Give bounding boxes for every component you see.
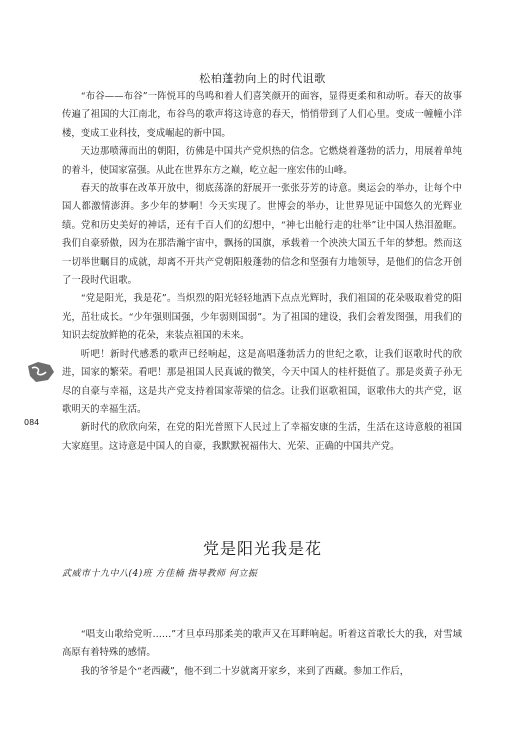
paragraph: 新时代的欣欣向荣，在党的阳光普照下人民过上了幸福安康的生活，生活在这诗意般的祖国大家庭里。这诗意是中国人的自豪，我默默祝福伟大、光荣、正确的中国共产党。	[62, 422, 462, 452]
page-number: 084	[24, 418, 40, 427]
decorative-mark-icon	[26, 360, 56, 384]
paragraph: 春天的故事在改革开放中，彻底荡涤的舒展开一张张芬芳的诗意。奥运会的举办，让每个中国人都激情澎湃。多少年的梦啊！今天实现了。世博会的举办，让世界见证中国悠久的光辉业绩。党和历史美好的神话，还有千百人们的幻想中，“神七出舱行走的壮举”让中国人热泪盈眶。我们自豪骄傲，因为在那浩瀚宇宙中，飘扬的国旗，承载着一个泱泱大国五千年的梦想。然而这一切举世瞩目的成就，却离不开共产党朝阳般蓬勃的信念和坚强有力地领导，是他们的信念开创了一段时代诅歌。	[62, 183, 462, 287]
paragraph: 听吧！新时代感悉的歌声已经响起，这是高唱蓬勃活力的世纪之歌，让我们讴歌时代的欣进，国家的繁荣。看吧！那是祖国人民真诚的微笑，今天中国人的桂杆挺值了。那是炎黄子孙无尽的自豪与幸福，这是共产党支持着国家蒂梁的信念。让我们讴歌祖国，讴歌伟大的共产党，讴歌明天的幸福生活。	[62, 348, 462, 415]
article-title: 松柏蓬勃向上的时代诅歌	[199, 72, 326, 85]
paragraph: 我的爷爷是个“老西藏”，他不到二十岁就离开家乡，来到了西藏。参加工作后，	[80, 665, 410, 677]
article-body	[62, 88, 462, 456]
author-byline: 武威市十九中八(4)班 方佳楠 指导教师 何立振	[62, 569, 258, 579]
paragraph: “党是阳光，我是花”。当炽烈的阳光轻轻地洒下点点光辉时，我们祖国的花朵吸取着党的阳光，茁壮成长。“少年强则国强，少年弱则国弱”。为了祖国的建设，我们会着发图强，用我们的知识去绽放鲜艳的花朵，来装点祖国的未来。	[62, 293, 462, 342]
paragraph: “布谷——布谷”一阵悦耳的鸟鸣和着人们喜笑颜开的面容，显得更柔和和动听。春天的故事传遍了祖国的大江南北，布谷鸟的歌声将这诗意的春天，悄悄带到了人们心里。变成一幢幢小洋楼，变成工业科技，变成崛起的新中国。	[62, 91, 462, 139]
article-body-2	[62, 626, 462, 681]
paragraph: “唱支山歌给党听……”才旦卓玛那柔美的歌声又在耳畔响起。听着这首歌长大的我，对雪域高原有着特殊的感情。	[62, 629, 462, 659]
paragraph: 天边那喷薄而出的朝阳，彷佛是中国共产党炽热的信念。它燃烧着蓬勃的活力，用展着单纯的着斗，使国家富强。从此在世界东方之巅，屹立起一座宏伟的山峰。	[62, 146, 462, 176]
article-title-large: 党是阳光我是花	[202, 539, 322, 558]
